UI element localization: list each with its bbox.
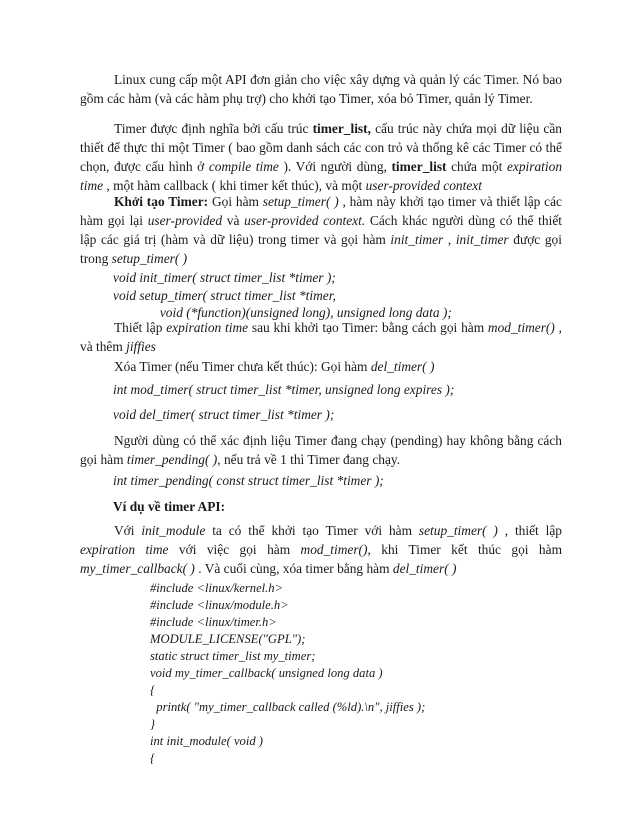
code-line: static struct timer_list my_timer;	[150, 649, 316, 663]
code-line: MODULE_LICENSE("GPL");	[150, 632, 306, 646]
code-line: #include <linux/kernel.h>	[150, 581, 284, 595]
code-line: }	[150, 717, 156, 731]
code-line: #include <linux/module.h>	[150, 598, 289, 612]
code-line: void setup_timer( struct timer_list *timer,	[113, 287, 336, 303]
paragraph-intro: Linux cung cấp một API đơn giản cho việc xây dựng và quản lý các Timer. Nó bao gồm các hàm (và các hàm phụ trợ) cho khởi tạo Timer, xóa bỏ Timer, quản lý Timer.	[80, 72, 562, 106]
code-block-example	[150, 580, 425, 767]
code-line: void my_timer_callback( unsigned long data )	[150, 666, 383, 680]
code-line: {	[150, 683, 156, 697]
code-line: {	[150, 751, 156, 765]
paragraph-init-timer: Khởi tạo Timer: Gọi hàm setup_timer( ) , hàm này khởi tạo timer và thiết lập các hàm gọi lại user-provided và user-provided context. Cách khác người dùng có thể thiết lập các giá trị (hàm và dữ liệu) trong timer và gọi hàm init_timer , init_timer được gọi trong setup_timer( )	[80, 194, 563, 266]
section-heading-example: Ví dụ về timer API:	[113, 499, 226, 514]
code-block-init	[113, 269, 452, 322]
code-line: void init_timer( struct timer_list *timer );	[113, 270, 336, 285]
code-line-timer-pending: int timer_pending( const struct timer_list *timer );	[113, 473, 384, 488]
code-line: #include <linux/timer.h>	[150, 615, 277, 629]
code-line-mod-timer: int mod_timer( struct timer_list *timer, unsigned long expires );	[113, 382, 455, 397]
code-line: void (*function)(unsigned long), unsigned long data );	[113, 305, 452, 320]
paragraph-mod-timer: Thiết lập expiration time sau khi khởi tạo Timer: bằng cách gọi hàm mod_timer() , và thêm jiffies	[80, 320, 562, 354]
paragraph-timer-pending: Người dùng có thể xác định liệu Timer đang chạy (pending) hay không bằng cách gọi hàm timer_pending( ), nếu trả về 1 thì Timer đang chạy.	[80, 433, 562, 467]
paragraph-del-timer: Xóa Timer (nếu Timer chưa kết thúc): Gọi hàm del_timer( )	[114, 359, 435, 374]
term-timer-list: timer_list,	[312, 121, 371, 136]
paragraph-timer-list: Timer được định nghĩa bởi cấu trúc timer_list, cấu trúc này chứa mọi dữ liệu cần thiết để thực thi một Timer ( bao gồm danh sách các con trỏ và thống kê các Timer có thể chọn, được cấu hình ở compile time ). Với người dùng, timer_list chứa một expiration time , một hàm callback ( khi timer kết thúc), và một user-provided context	[80, 121, 563, 193]
code-line: int init_module( void )	[150, 734, 263, 748]
section-label-init-timer: Khởi tạo Timer:	[114, 194, 209, 209]
code-line-del-timer: void del_timer( struct timer_list *timer );	[113, 407, 335, 422]
paragraph-example: Với init_module ta có thể khởi tạo Timer với hàm setup_timer( ) , thiết lập expiration time với việc gọi hàm mod_timer(), khi Timer kết thúc gọi hàm my_timer_callback( ) . Và cuối cùng, xóa timer bằng hàm del_timer( )	[80, 523, 562, 576]
code-line: printk( "my_timer_callback called (%ld).\n", jiffies );	[150, 700, 426, 714]
